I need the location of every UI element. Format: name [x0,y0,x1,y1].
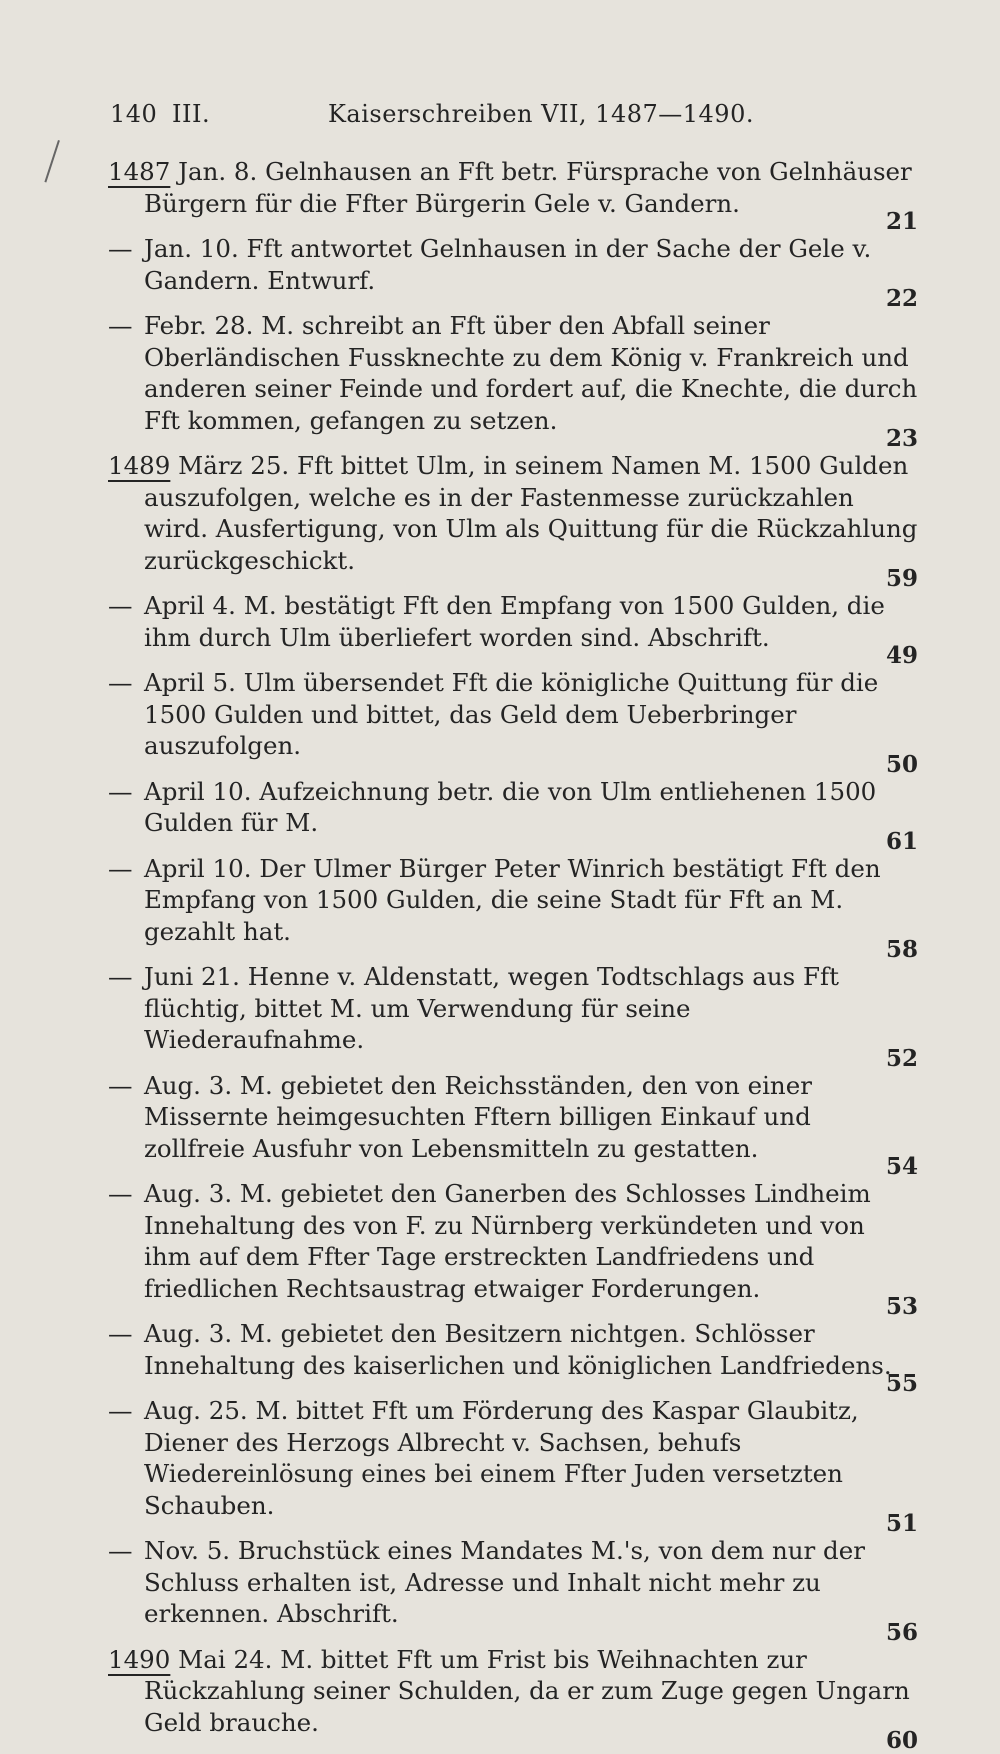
entry-date: April 4. [144,591,236,620]
calendar-entry [108,1395,918,1535]
entry-date: Jan. 8. [170,157,258,186]
entry-number: 52 [885,1044,918,1072]
calendar-entry [108,590,918,667]
calendar-entry [108,1178,918,1318]
calendar-entry [108,1644,918,1753]
ditto-dash: — [108,776,133,806]
entry-text: M. bittet Fft um Frist bis Weihnachten zur Rückzahlung seiner Schulden, da er zum Zuge gegen Ungarn Geld brauche. [144,1644,910,1737]
ditto-dash: — [108,853,133,883]
entry-date: April 10. [144,776,252,806]
entry-date: April 5. [144,668,236,697]
entry-number: 56 [885,1618,918,1646]
ditto-dash: — [108,1179,133,1208]
entry-date: Jan. 10. [144,234,239,263]
entry-list [108,156,918,1752]
entry-number: 55 [885,1370,918,1397]
ditto-dash: — [108,668,133,697]
ditto-dash: — [108,1536,133,1565]
entry-text: Fft antwortet Gelnhausen in der Sache der Gele v. Gandern. Entwurf. [144,234,872,295]
ditto-dash: — [108,1070,133,1100]
entry-date: April 10. [144,853,252,883]
entry-number: 51 [885,1510,918,1537]
ditto-dash: — [108,311,133,340]
entry-date: Nov. 5. [144,1536,231,1565]
running-header [108,100,918,140]
entry-text: M. bittet Fft um Förderung des Kaspar Glaubitz, Diener des Herzogs Albrecht v. Sachsen, behufs Wiedereinlösung eines bei einem Ffter Juden versetzten Schauben. [144,1396,859,1520]
entry-text: Der Ulmer Bürger Peter Winrich bestätigt Fft den Empfang von 1500 Gulden, die seine Stadt für Fft an M. gezahlt hat. [144,853,881,946]
ditto-dash: — [108,1319,133,1348]
calendar-entry [108,1535,918,1644]
calendar-entry [108,776,918,853]
entry-text: Aufzeichnung betr. die von Ulm entliehenen 1500 Gulden für M. [144,776,877,837]
margin-pencil-mark [44,140,73,187]
entry-year: 1490 [108,1644,171,1674]
entry-date: Aug. 25. [144,1396,248,1425]
entry-date: Aug. 3. [144,1179,233,1208]
entry-text: M. bestätigt Fft den Empfang von 1500 Gulden, die ihm durch Ulm überliefert worden sind. Abschrift. [144,591,885,652]
entry-date: Aug. 3. [144,1319,233,1348]
ditto-dash: — [108,234,133,263]
header-title: Kaiserschreiben VII, 1487—1490. [328,100,754,128]
entry-date: Mai 24. [170,1644,273,1674]
entry-text: Gelnhausen an Fft betr. Fürsprache von Gelnhäuser Bürgern für die Ffter Bürgerin Gele v. Gandern. [144,157,912,218]
entry-number: 54 [885,1153,918,1180]
entry-date: März 25. [170,451,290,480]
entry-number: 58 [885,936,918,963]
entry-text: Bruchstück eines Mandates M.'s, von dem nur der Schluss erhalten ist, Adresse und Inhalt nicht mehr zu erkennen. Abschrift. [144,1536,865,1628]
calendar-entry [108,961,918,1070]
entry-number: 53 [885,1293,918,1320]
entry-number: 61 [885,827,918,855]
entry-number: 59 [885,565,918,592]
entry-date: Aug. 3. [144,1070,233,1100]
calendar-entry [108,233,918,310]
ditto-dash: — [108,962,133,991]
entry-year: 1487 [108,157,171,186]
calendar-entry [108,310,918,450]
page-number: 140 [110,100,158,128]
entry-text: M. schreibt an Fft über den Abfall seiner Oberländischen Fussknechte zu dem König v. Frankreich und anderen seiner Feinde und fordert auf, die Knechte, die durch Fft kommen, gefangen zu setzen. [144,311,918,435]
entry-number: 21 [885,208,918,235]
part-number: III. [172,100,211,128]
entry-number: 22 [885,285,918,312]
entry-date: Juni 21. [144,962,240,991]
calendar-entry [108,853,918,962]
entry-text: Henne v. Aldenstatt, wegen Todtschlags aus Fft flüchtig, bittet M. um Verwendung für seine Wiederaufnahme. [144,962,839,1054]
calendar-entry [108,667,918,776]
entry-text: Ulm übersendet Fft die königliche Quittung für die 1500 Gulden und bittet, das Geld dem Ueberbringer auszufolgen. [144,668,879,760]
calendar-entry [108,156,918,233]
entry-year: 1489 [108,451,171,480]
ditto-dash: — [108,1396,133,1425]
calendar-entry [108,1318,918,1395]
entry-text: M. gebietet den Ganerben des Schlosses Lindheim Innehaltung des von F. zu Nürnberg verkündeten und von ihm auf dem Ffter Tage erstreckten Landfriedens und friedlichen Rechtsaustrag etwaiger Forderungen. [144,1179,871,1303]
entry-number: 50 [885,750,918,778]
entry-number: 60 [885,1727,918,1754]
entry-date: Febr. 28. [144,311,254,340]
calendar-entry [108,450,918,590]
entry-text: M. gebietet den Besitzern nichtgen. Schlösser Innehaltung des kaiserlichen und königlichen Landfriedens. [144,1319,892,1380]
calendar-entry [108,1070,918,1179]
entry-text: Fft bittet Ulm, in seinem Namen M. 1500 Gulden auszufolgen, welche es in der Fastenmesse zurückzahlen wird. Ausfertigung, von Ulm als Quittung für die Rückzahlung zurückgeschickt. [144,451,918,575]
ditto-dash: — [108,591,133,620]
entry-text: M. gebietet den Reichsständen, den von einer Missernte heimgesuchten Fftern billigen Einkauf und zollfreie Ausfuhr von Lebensmitteln zu gestatten. [144,1070,812,1163]
entry-number: 23 [885,425,918,452]
entry-number: 49 [885,642,918,669]
